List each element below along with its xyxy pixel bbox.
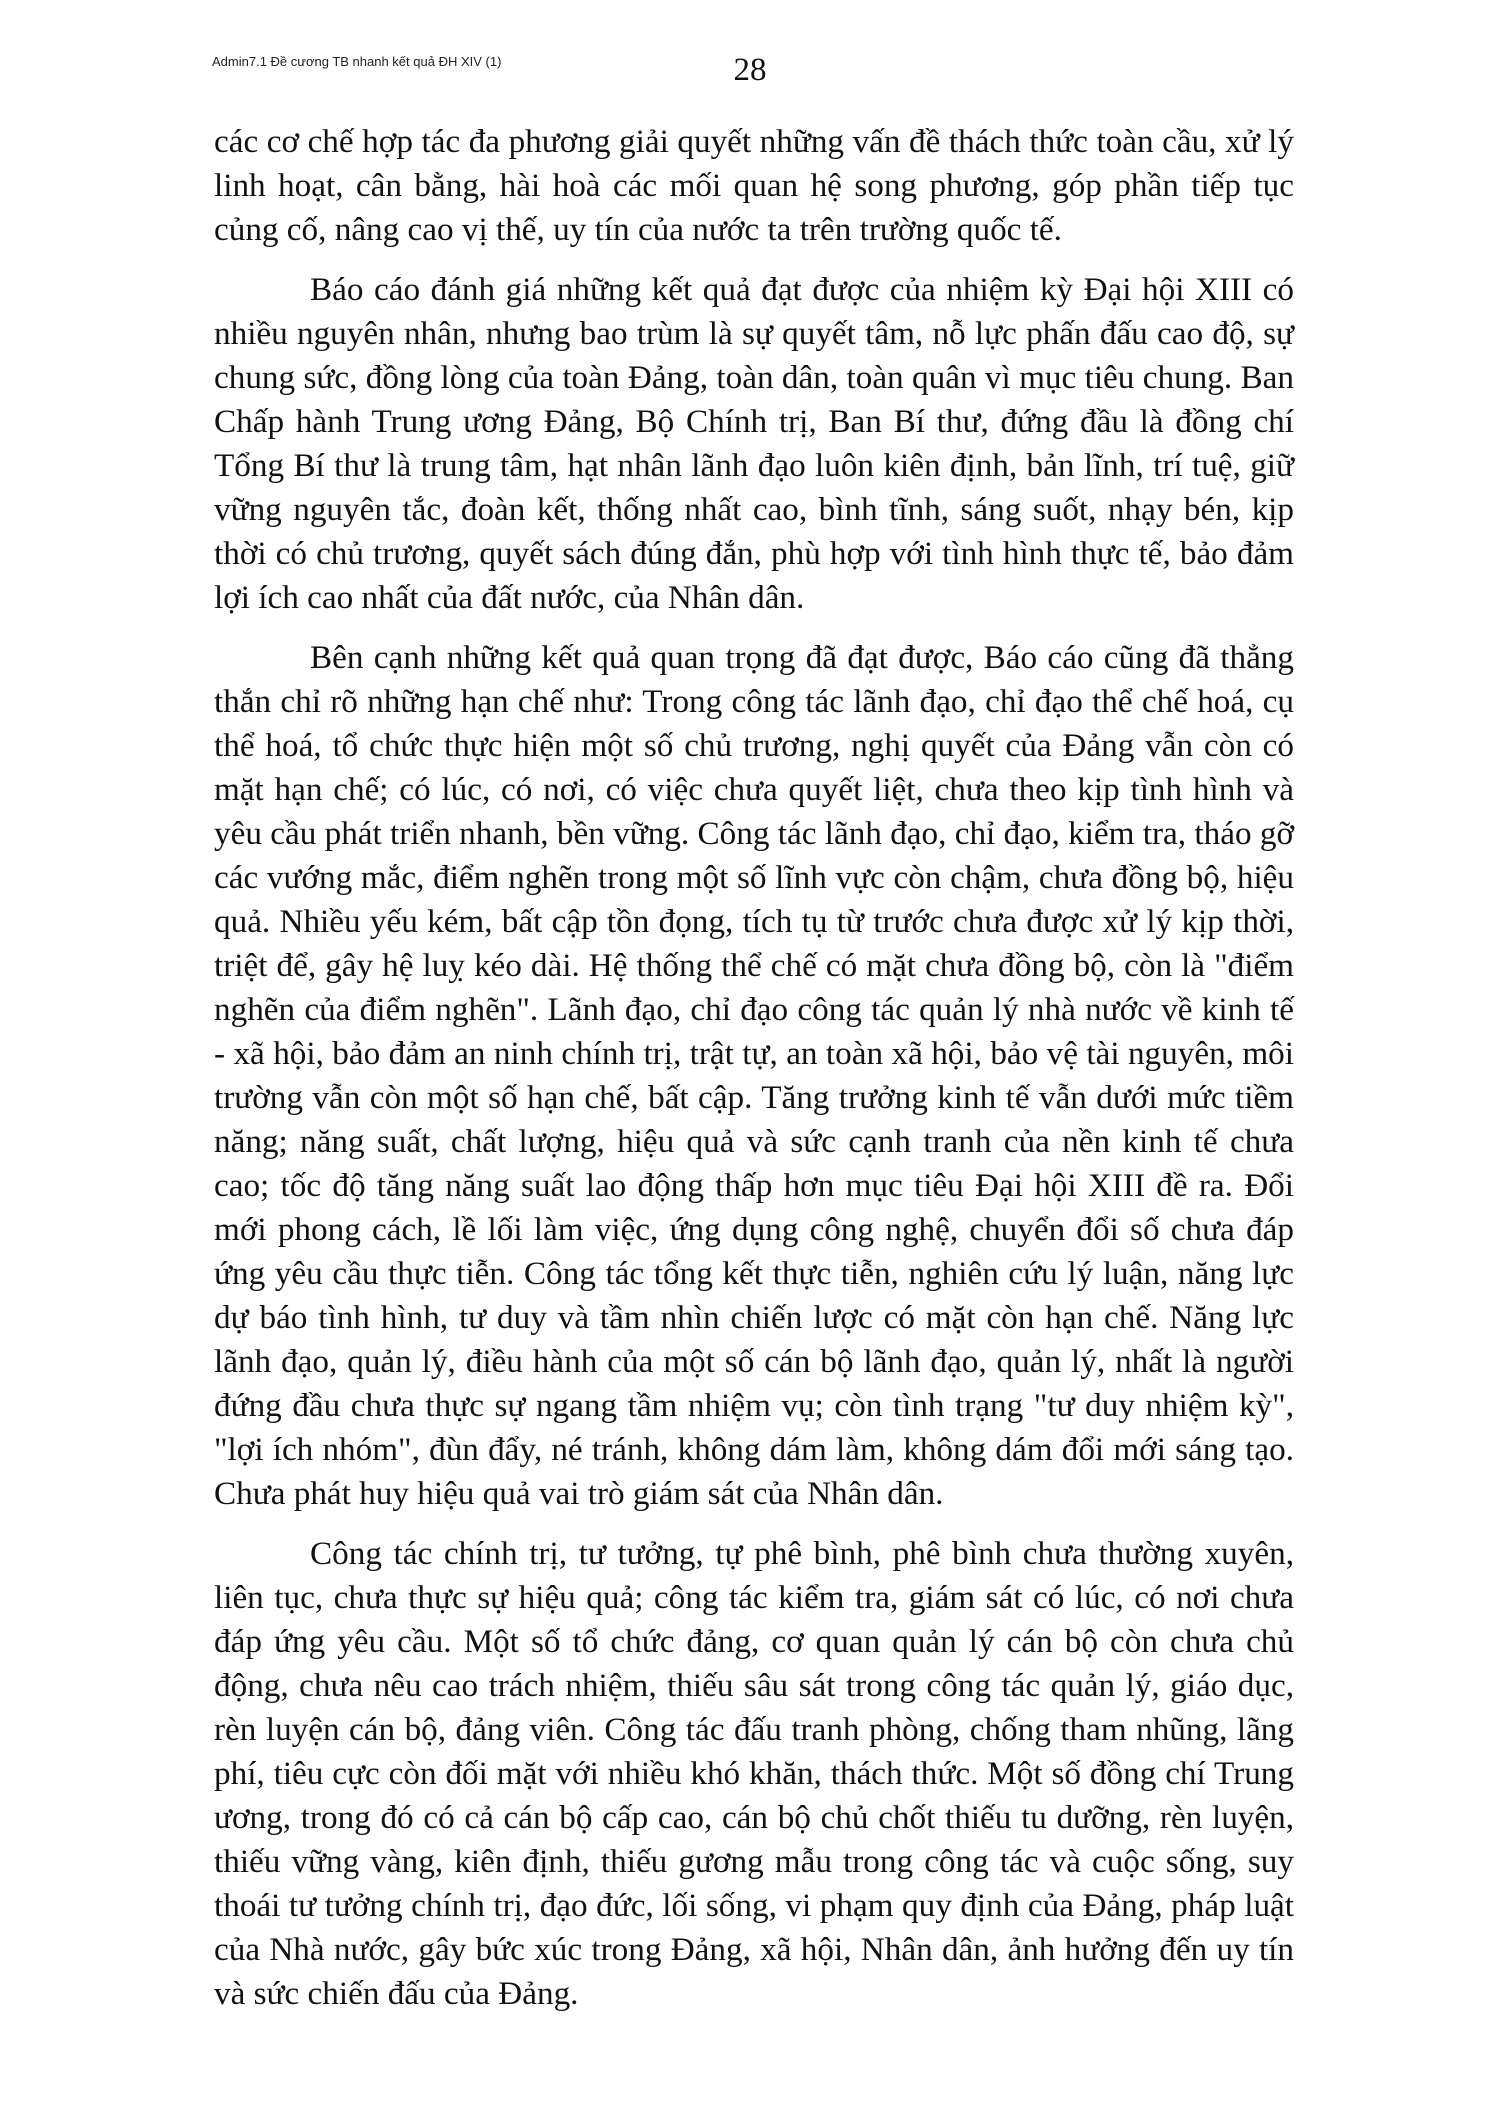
document-header-label: Admin7.1 Đề cương TB nhanh kết quả ĐH XIV (1) xyxy=(212,54,502,69)
paragraph: Công tác chính trị, tư tưởng, tự phê bình, phê bình chưa thường xuyên, liên tục, chưa thực sự hiệu quả; công tác kiểm tra, giám sát có lúc, có nơi chưa đáp ứng yêu cầu. Một số tổ chức đảng, cơ quan quản lý cán bộ còn chưa chủ động, chưa nêu cao trách nhiệm, thiếu sâu sát trong công tác quản lý, giáo dục, rèn luyện cán bộ, đảng viên. Công tác đấu tranh phòng, chống tham nhũng, lãng phí, tiêu cực còn đối mặt với nhiều khó khăn, thách thức. Một số đồng chí Trung ương, trong đó có cả cán bộ cấp cao, cán bộ chủ chốt thiếu tu dưỡng, rèn luyện, thiếu vững vàng, kiên định, thiếu gương mẫu trong công tác và cuộc sống, suy thoái tư tưởng chính trị, đạo đức, lối sống, vi phạm quy định của Đảng, pháp luật của Nhà nước, gây bức xúc trong Đảng, xã hội, Nhân dân, ảnh hưởng đến uy tín và sức chiến đấu của Đảng. xyxy=(214,1535,1294,2012)
document-body xyxy=(214,120,1294,2032)
paragraph: Bên cạnh những kết quả quan trọng đã đạt được, Báo cáo cũng đã thẳng thắn chỉ rõ những hạn chế như: Trong công tác lãnh đạo, chỉ đạo thể chế hoá, cụ thể hoá, tổ chức thực hiện một số chủ trương, nghị quyết của Đảng vẫn còn có mặt hạn chế; có lúc, có nơi, có việc chưa quyết liệt, chưa theo kịp tình hình và yêu cầu phát triển nhanh, bền vững. Công tác lãnh đạo, chỉ đạo, kiểm tra, tháo gỡ các vướng mắc, điểm nghẽn trong một số lĩnh vực còn chậm, chưa đồng bộ, hiệu quả. Nhiều yếu kém, bất cập tồn đọng, tích tụ từ trước chưa được xử lý kịp thời, triệt để, gây hệ luỵ kéo dài. Hệ thống thể chế có mặt chưa đồng bộ, còn là "điểm nghẽn của điểm nghẽn". Lãnh đạo, chỉ đạo công tác quản lý nhà nước về kinh tế - xã hội, bảo đảm an ninh chính trị, trật tự, an toàn xã hội, bảo vệ tài nguyên, môi trường vẫn còn một số hạn chế, bất cập. Tăng trưởng kinh tế vẫn dưới mức tiềm năng; năng suất, chất lượng, hiệu quả và sức cạnh tranh của nền kinh tế chưa cao; tốc độ tăng năng suất lao động thấp hơn mục tiêu Đại hội XIII đề ra. Đổi mới phong cách, lề lối làm việc, ứng dụng công nghệ, chuyển đổi số chưa đáp ứng yêu cầu thực tiễn. Công tác tổng kết thực tiễn, nghiên cứu lý luận, năng lực dự báo tình hình, tư duy và tầm nhìn chiến lược có mặt còn hạn chế. Năng lực lãnh đạo, quản lý, điều hành của một số cán bộ lãnh đạo, quản lý, nhất là người đứng đầu chưa thực sự ngang tầm nhiệm vụ; còn tình trạng "tư duy nhiệm kỳ", "lợi ích nhóm", đùn đẩy, né tránh, không dám làm, không dám đổi mới sáng tạo. Chưa phát huy hiệu quả vai trò giám sát của Nhân dân. xyxy=(214,639,1294,1512)
paragraph: Báo cáo đánh giá những kết quả đạt được của nhiệm kỳ Đại hội XIII có nhiều nguyên nhân, nhưng bao trùm là sự quyết tâm, nỗ lực phấn đấu cao độ, sự chung sức, đồng lòng của toàn Đảng, toàn dân, toàn quân vì mục tiêu chung. Ban Chấp hành Trung ương Đảng, Bộ Chính trị, Ban Bí thư, đứng đầu là đồng chí Tổng Bí thư là trung tâm, hạt nhân lãnh đạo luôn kiên định, bản lĩnh, trí tuệ, giữ vững nguyên tắc, đoàn kết, thống nhất cao, bình tĩnh, sáng suốt, nhạy bén, kịp thời có chủ trương, quyết sách đúng đắn, phù hợp với tình hình thực tế, bảo đảm lợi ích cao nhất của đất nước, của Nhân dân. xyxy=(214,271,1294,616)
page-number: 28 xyxy=(733,52,767,88)
paragraph: các cơ chế hợp tác đa phương giải quyết những vấn đề thách thức toàn cầu, xử lý linh hoạt, cân bằng, hài hoà các mối quan hệ song phương, góp phần tiếp tục củng cố, nâng cao vị thế, uy tín của nước ta trên trường quốc tế. xyxy=(214,123,1294,248)
